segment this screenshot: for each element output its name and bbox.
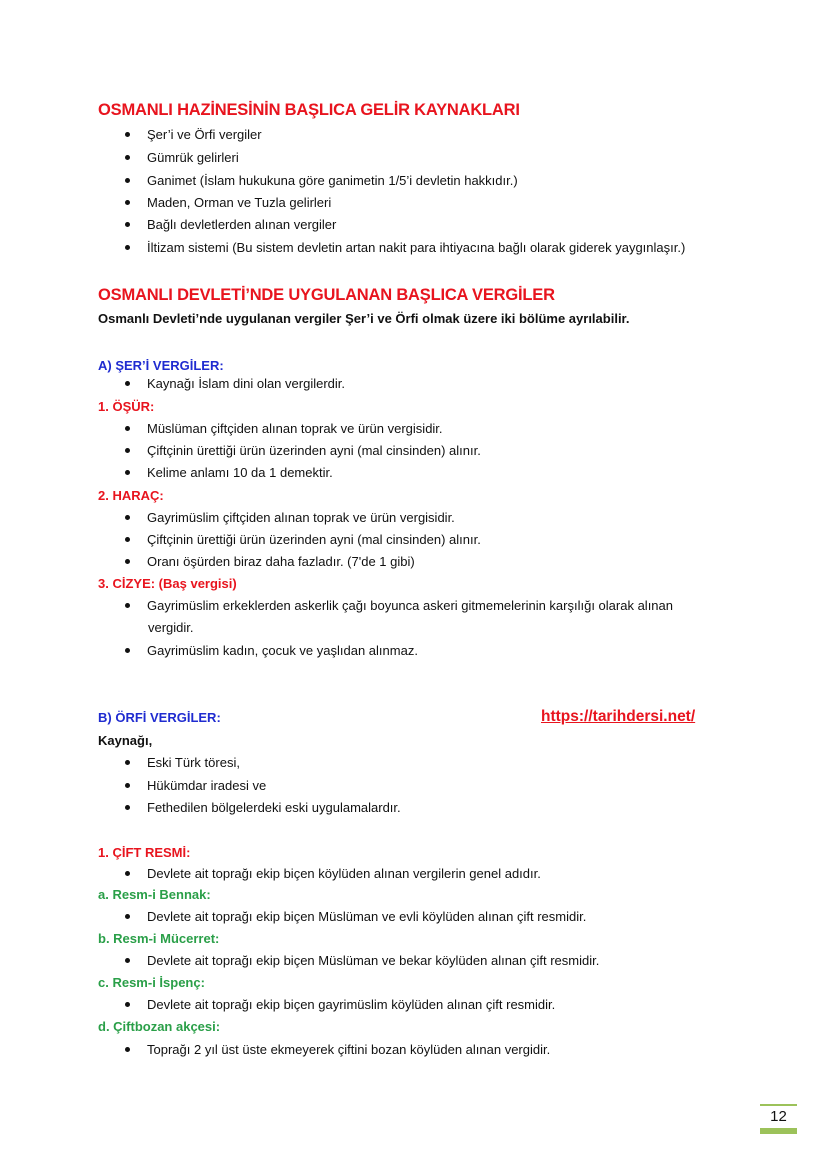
heading-osur: 1. ÖŞÜR: [98, 399, 155, 414]
bullet-icon [125, 603, 130, 608]
bullet-icon [125, 871, 130, 876]
page-number-bottom-bar [760, 1128, 797, 1134]
list-item-text: Hükümdar iradesi ve [147, 778, 267, 793]
list-item-text: Gayrimüslim erkeklerden askerlik çağı boyunca askeri gitmemelerinin karşılığı olarak alınan [147, 598, 673, 613]
list-item-text: Çiftçinin ürettiği ürün üzerinden ayni (mal cinsinden) alınır. [147, 443, 481, 458]
list-item [125, 797, 401, 819]
bullet-icon [125, 1047, 130, 1052]
list-item [125, 752, 240, 774]
list-item-text: Bağlı devletlerden alınan vergiler [147, 217, 337, 232]
bullet-icon [125, 222, 130, 227]
list-item-text: Kelime anlamı 10 da 1 demektir. [147, 465, 333, 480]
list-item [125, 214, 336, 236]
list-item-text: İltizam sistemi (Bu sistem devletin artan nakit para ihtiyacına bağlı olarak giderek yaygınlaşır.) [147, 240, 686, 255]
list-item-text: Fethedilen bölgelerdeki eski uygulamalardır. [147, 800, 401, 815]
heading-resm-i-mucerret: b. Resm-i Mücerret: [98, 931, 220, 946]
list-item-text: Devlete ait toprağı ekip biçen Müslüman ve evli köylüden alınan çift resmidir. [147, 909, 587, 924]
list-item-text: Maden, Orman ve Tuzla gelirleri [147, 195, 332, 210]
list-item-text: Devlete ait toprağı ekip biçen gayrimüslim köylüden alınan çift resmidir. [147, 997, 556, 1012]
bullet-icon [125, 200, 130, 205]
list-item [125, 863, 541, 885]
bullet-icon [125, 805, 130, 810]
list-item-text: Devlete ait toprağı ekip biçen Müslüman ve bekar köylüden alınan çift resmidir. [147, 953, 600, 968]
list-item-text: Kaynağı İslam dini olan vergilerdir. [147, 376, 345, 391]
list-item [125, 529, 481, 551]
list-item [125, 551, 415, 573]
bullet-icon [125, 178, 130, 183]
list-item [125, 950, 599, 972]
heading-orfi-taxes: B) ÖRFİ VERGİLER: [98, 710, 221, 725]
list-item [125, 192, 331, 214]
list-item [125, 507, 455, 529]
list-item-text: Toprağı 2 yıl üst üste ekmeyerek çiftini bozan köylüden alınan vergidir. [147, 1042, 551, 1057]
list-item-text: Şer’i ve Örfi vergiler [147, 127, 262, 142]
list-item-text: Gayrimüslim kadın, çocuk ve yaşlıdan alınmaz. [147, 643, 418, 658]
bullet-icon [125, 470, 130, 475]
heading-harac: 2. HARAÇ: [98, 488, 164, 503]
list-item [125, 124, 262, 146]
bullet-icon [125, 760, 130, 765]
source-label: Kaynağı, [98, 733, 153, 748]
list-item [125, 440, 481, 462]
heading-resm-i-bennak: a. Resm-i Bennak: [98, 887, 211, 902]
list-item [125, 373, 345, 395]
bullet-icon [125, 155, 130, 160]
bullet-icon [125, 245, 130, 250]
bullet-icon [125, 132, 130, 137]
bullet-icon [125, 958, 130, 963]
list-item [125, 906, 586, 928]
page-number [760, 1104, 797, 1134]
bullet-icon [125, 537, 130, 542]
list-item-text: Ganimet (İslam hukukuna göre ganimetin 1/5’i devletin hakkıdır.) [147, 173, 518, 188]
list-item-text: Devlete ait toprağı ekip biçen köylüden alınan vergilerin genel adıdır. [147, 866, 541, 881]
bullet-icon [125, 381, 130, 386]
bullet-icon [125, 914, 130, 919]
bullet-icon [125, 426, 130, 431]
list-item-text: Gayrimüslim çiftçiden alınan toprak ve ürün vergisidir. [147, 510, 455, 525]
bullet-icon [125, 648, 130, 653]
heading-resm-i-ispenc: c. Resm-i İspenç: [98, 975, 205, 990]
bullet-icon [125, 1002, 130, 1007]
bullet-icon [125, 783, 130, 788]
heading-cift-resmi: 1. ÇİFT RESMİ: [98, 845, 191, 860]
list-item-text: Oranı öşürden biraz daha fazladır. (7'de 1 gibi) [147, 554, 415, 569]
bullet-icon [125, 515, 130, 520]
heading-ciftbozan-akcesi: d. Çiftbozan akçesi: [98, 1019, 221, 1034]
list-item [125, 147, 239, 169]
website-link[interactable]: https://tarihdersi.net/ [541, 708, 696, 725]
list-item [125, 1039, 550, 1061]
list-item [125, 640, 418, 662]
list-item-text: Müslüman çiftçiden alınan toprak ve ürün vergisidir. [147, 421, 443, 436]
page-number-text: 12 [770, 1108, 787, 1125]
list-item-text: Eski Türk töresi, [147, 755, 240, 770]
list-item [125, 775, 266, 797]
list-item [125, 237, 685, 259]
bullet-icon [125, 448, 130, 453]
intro-text: Osmanlı Devleti’nde uygulanan vergiler Şer’i ve Örfi olmak üzere iki bölüme ayrılabilir. [98, 311, 630, 326]
list-item [125, 595, 673, 617]
heading-main-taxes: OSMANLI DEVLETİ’NDE UYGULANAN BAŞLICA VERGİLER [98, 286, 555, 304]
list-item [125, 170, 518, 192]
heading-treasury-revenue: OSMANLI HAZİNESİNİN BAŞLICA GELİR KAYNAKLARI [98, 101, 520, 119]
list-item [125, 462, 333, 484]
heading-seri-taxes: A) ŞER’İ VERGİLER: [98, 358, 224, 373]
list-item-continuation: vergidir. [148, 620, 194, 635]
list-item-text: Çiftçinin ürettiği ürün üzerinden ayni (mal cinsinden) alınır. [147, 532, 481, 547]
bullet-icon [125, 559, 130, 564]
heading-cizye: 3. CİZYE: (Baş vergisi) [98, 576, 237, 591]
list-item [125, 418, 443, 440]
list-item-text: Gümrük gelirleri [147, 150, 239, 165]
list-item [125, 994, 555, 1016]
